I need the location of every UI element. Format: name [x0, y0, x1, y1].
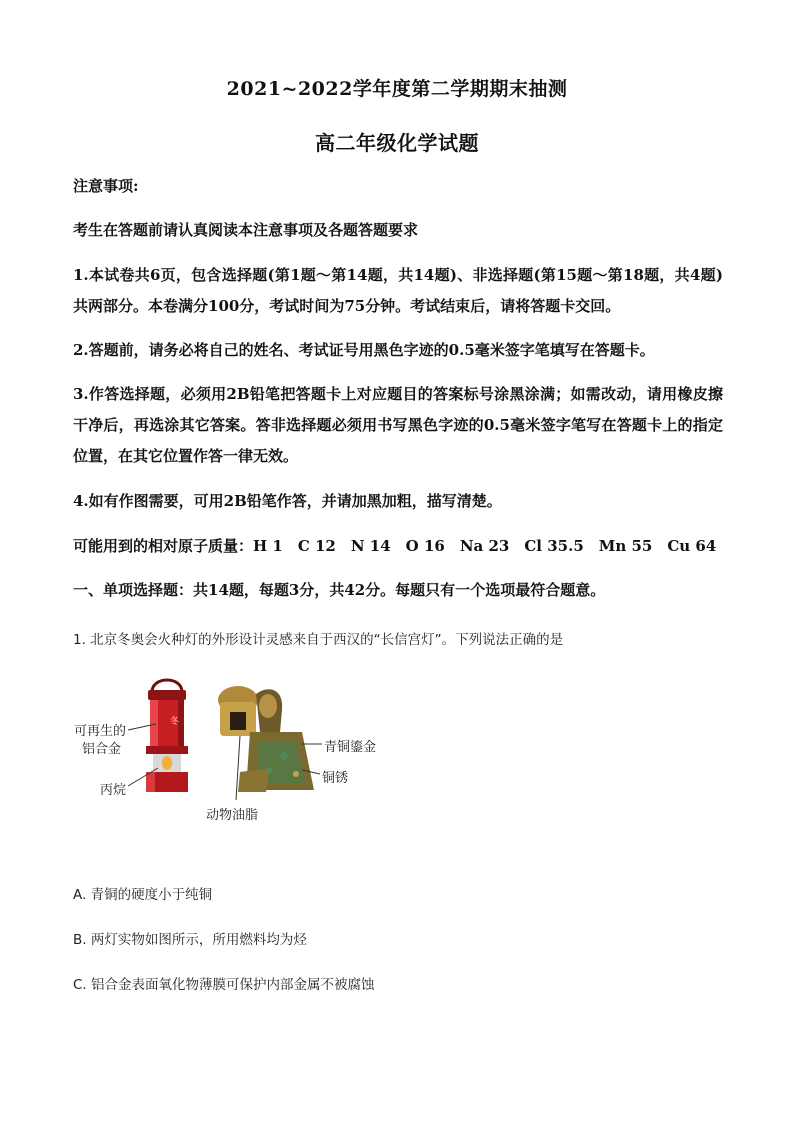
question-stem: 1. 北京冬奥会火种灯的外形设计灵感来自于西汉的“长信宫灯”。下列说法正确的是 [73, 632, 564, 648]
option-c: C. 铝合金表面氧化物薄膜可保护内部金属不被腐蚀 [73, 977, 375, 993]
label-propane: 丙烷 [100, 783, 127, 798]
exam-title: 2021~2022学年度第二学期期末抽测 [226, 78, 568, 100]
atomic-masses: 可能用到的相对原子质量：H 1 C 12 N 14 O 16 Na 23 Cl 35.5 Mn 55 Cu 64 [73, 537, 717, 555]
label-alloy-line1: 可再生的 [74, 724, 127, 739]
notice-item-1: 1.本试卷共6页，包含选择题(第1题～第14题，共14题)、非选择题(第15题～第18题，共4题)共两部分。本卷满分100分，考试时间为75分钟。考试结束后，请将答题卡交回。 [73, 266, 723, 315]
lamps-figure [70, 672, 390, 832]
notice-heading: 注意事项: [73, 177, 139, 195]
palace-lamp-image [218, 686, 314, 792]
svg-text:冬: 冬 [170, 717, 180, 727]
option-a: A. 青铜的硬度小于纯铜 [73, 887, 213, 903]
label-alloy-line2: 铝合金 [82, 742, 122, 757]
notice-item-2: 2.答题前，请务必将自己的姓名、考试证号用黑色字迹的0.5毫米签字笔填写在答题卡。 [73, 341, 655, 359]
notice-intro: 考生在答题前请认真阅读本注意事项及各题答题要求 [73, 221, 419, 239]
label-copper-rust: 铜锈 [322, 771, 349, 786]
label-animal-fat: 动物油脂 [206, 808, 259, 823]
option-b: B. 两灯实物如图所示，所用燃料均为烃 [73, 932, 307, 948]
notice-item-4: 4.如有作图需要，可用2B铅笔作答，并请加黑加粗，描写清楚。 [73, 492, 502, 510]
torch-lamp-image [146, 680, 188, 792]
exam-subtitle: 高二年级化学试题 [315, 131, 479, 155]
label-bronze-gilt: 青铜鎏金 [324, 740, 377, 755]
notice-item-3: 3.作答选择题，必须用2B铅笔把答题卡上对应题目的答案标号涂黑涂满；如需改动，请用橡皮擦干净后，再选涂其它答案。答非选择题必须用书写黑色字迹的0.5毫米签字笔写在答题卡上的指定位置，在其它位置作答一律无效。 [73, 385, 723, 465]
section-heading: 一、单项选择题：共14题，每题3分，共42分。每题只有一个选项最符合题意。 [73, 581, 606, 599]
